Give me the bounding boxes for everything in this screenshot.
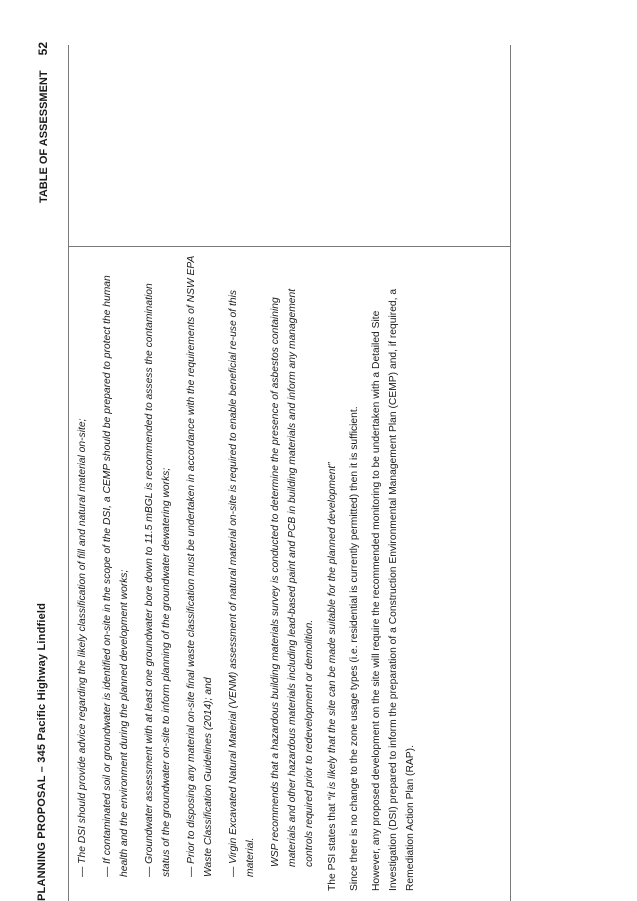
assessment-cell-right [69, 45, 510, 246]
list-item: — Groundwater assessment with at least one groundwater bore down to 11.5 mBGL is recommended to assess the contamination status of the groundwater on-site to inform planning of the groundwater dewatering works; [144, 283, 172, 877]
page-number: 52 [36, 42, 50, 56]
section-title: TABLE OF ASSESSMENT [38, 70, 50, 204]
list-item: — If contaminated soil or groundwater is identified on-site in the scope of the DSI, a CEMP should be prepared to protect the human health and the environment during the planned development works; [102, 275, 130, 877]
dsi-paragraph: However, any proposed development on the site will require the recommended monitoring to be undertaken with a Detailed Site Investigation (DSI) prepared to inform the preparation of a Construction Environmental Management Plan (CEMP) and, if required, a Remediation Action Plan (RAP). [371, 288, 416, 891]
wsp-recommendation: WSP recommends that a hazardous building materials survey is conducted to determine the presence of asbestos containing materials and other hazardous materials including lead-based paint and PCB in building materials and inform any management controls required prior to redevelopment or demolition. [270, 288, 315, 867]
list-item: — The DSI should provide advice regarding the likely classification of fill and natural material on-site; [77, 418, 88, 877]
section-header [36, 42, 50, 203]
list-item: — Prior to disposing any material on-site final waste classification must be undertaken in accordance with the requirements of NSW EPA Waste Classification Guidelines (2014); and [186, 256, 214, 877]
assessment-content [69, 247, 419, 901]
zone-paragraph: Since there is no change to the zone usage types (i.e. residential is currently permitted) then it is sufficient. [349, 406, 360, 891]
assessment-table [68, 45, 511, 901]
document-title: PLANNING PROPOSAL – 345 Pacific Highway Lindfield [36, 602, 48, 901]
psi-statement: The PSI states that “it is likely that the site can be made suitable for the planned development” [327, 462, 338, 891]
list-item: — Virgin Excavated Natural Material (VENM) assessment of natural material on-site is required to enable beneficial re-use of this material. [228, 289, 256, 877]
assessment-cell-left [69, 246, 510, 901]
